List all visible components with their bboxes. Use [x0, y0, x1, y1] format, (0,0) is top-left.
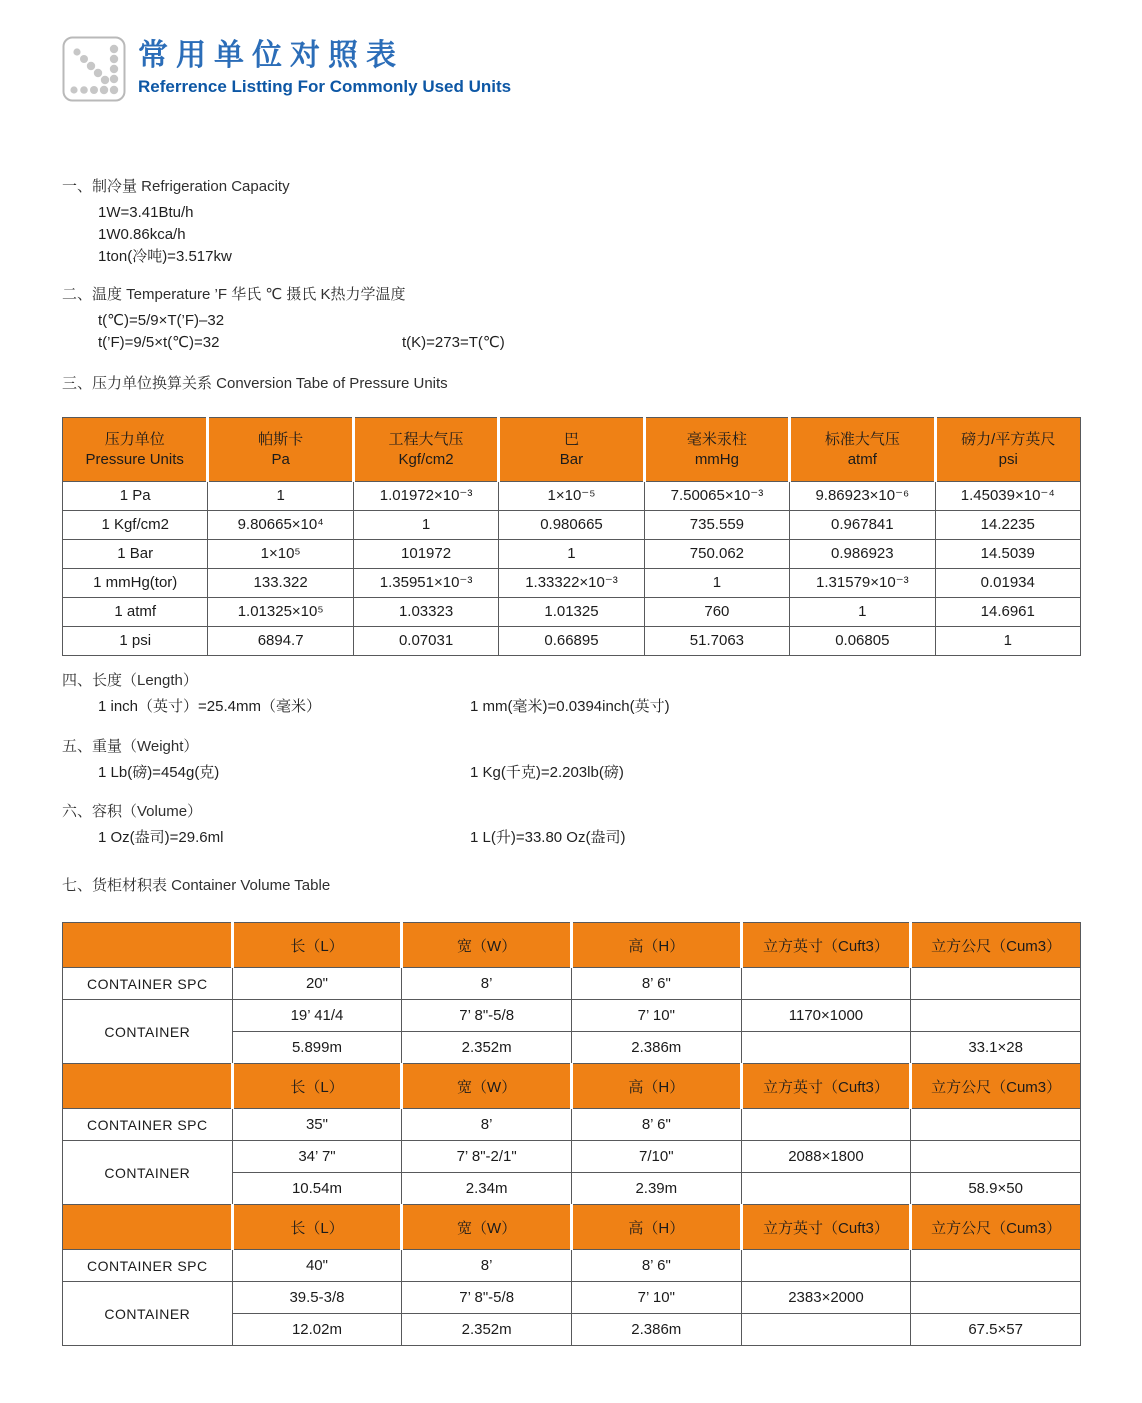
weight-conversion: 1 Kg(千克)=2.203lb(磅) [470, 764, 624, 781]
container-column-header: 宽（W） [402, 923, 572, 968]
container-cell [741, 1250, 911, 1282]
container-data-row [63, 1141, 1081, 1173]
section-volume-heading: 六、容积（Volume） [62, 803, 203, 820]
container-cell: 8’ 6" [571, 1109, 741, 1141]
container-column-header: 立方公尺（Cum3） [911, 1064, 1081, 1109]
pressure-cell: 1 [208, 482, 353, 511]
container-column-header: 立方英寸（Cuft3） [741, 1205, 911, 1250]
pressure-header-en: mmHg [694, 450, 739, 468]
pressure-header-en: Kgf/cm2 [398, 450, 454, 468]
container-cell: 2.352m [402, 1314, 572, 1346]
pressure-cell: 1.03323 [353, 598, 498, 627]
pressure-header-zh: 帕斯卡 [258, 430, 304, 448]
pressure-column-header [208, 418, 353, 482]
container-cell: 39.5-3/8 [232, 1282, 402, 1314]
section-pressure-heading: 三、压力单位换算关系 Conversion Tabe of Pressure Units [62, 375, 448, 392]
pressure-cell: 0.980665 [499, 511, 644, 540]
weight-conversion: 1 Lb(磅)=454g(克) [98, 764, 220, 781]
temperature-formula: t(K)=273=T(℃) [402, 334, 505, 351]
container-cell [741, 1032, 911, 1064]
container-cell: 8’ [402, 968, 572, 1000]
pressure-header-zh: 工程大气压 [388, 430, 464, 448]
pressure-cell: 7.50065×10⁻³ [644, 482, 789, 511]
container-label: CONTAINER [63, 1282, 233, 1346]
pressure-cell: 1.01325 [499, 598, 644, 627]
container-cell: 12.02m [232, 1314, 402, 1346]
pressure-table [62, 417, 1081, 656]
section-refrigeration [62, 176, 1082, 268]
container-spc-label: CONTAINER SPC [63, 1109, 233, 1141]
pressure-cell: 101972 [353, 540, 498, 569]
pressure-column-header [353, 418, 498, 482]
refrigeration-line: 1W=3.41Btu/h [98, 204, 194, 221]
temperature-formula: t(℃)=5/9×T(’F)–32 [98, 312, 225, 329]
container-column-header: 立方公尺（Cum3） [911, 1205, 1081, 1250]
container-cell: 2.386m [571, 1314, 741, 1346]
pressure-header-en: psi [998, 450, 1018, 468]
section-weight-heading: 五、重量（Weight） [62, 738, 199, 755]
pressure-data-row [63, 511, 1081, 540]
pressure-cell: 1.35951×10⁻³ [353, 569, 498, 598]
volume-conversion: 1 Oz(盎司)=29.6ml [98, 829, 224, 846]
pressure-cell: 760 [644, 598, 789, 627]
container-cell: 7’ 8"-2/1" [402, 1141, 572, 1173]
container-cell: 7’ 8"-5/8 [402, 1282, 572, 1314]
pressure-cell: 9.86923×10⁻⁶ [790, 482, 935, 511]
pressure-cell: 735.559 [644, 511, 789, 540]
container-column-header: 立方英寸（Cuft3） [741, 1064, 911, 1109]
container-column-header: 长（L） [232, 923, 402, 968]
container-cell: 7’ 8"-5/8 [402, 1000, 572, 1032]
container-column-header: 长（L） [232, 1205, 402, 1250]
pressure-cell: 0.66895 [499, 627, 644, 656]
container-cell: 34’ 7" [232, 1141, 402, 1173]
pressure-header-en: Bar [559, 450, 584, 468]
title-block [138, 36, 511, 102]
container-column-header: 高（H） [571, 923, 741, 968]
pressure-cell: 1.45039×10⁻⁴ [935, 482, 1080, 511]
length-conversion: 1 mm(毫米)=0.0394inch(英寸) [470, 698, 670, 715]
pressure-cell: 1.01325×10⁵ [208, 598, 353, 627]
pressure-cell: 1 [499, 540, 644, 569]
section-volume [62, 801, 1082, 849]
pressure-cell: 1.01972×10⁻³ [353, 482, 498, 511]
pressure-header-zh: 压力单位 [104, 430, 165, 448]
container-cell [741, 968, 911, 1000]
container-table-container [62, 922, 1081, 1346]
pressure-header-zh: 毫米汞柱 [686, 430, 747, 448]
container-cell: 7’ 10" [571, 1000, 741, 1032]
container-header-row [63, 1205, 1081, 1250]
container-column-header: 立方公尺（Cum3） [911, 923, 1081, 968]
pressure-cell: 9.80665×10⁴ [208, 511, 353, 540]
pressure-header-en: atmf [847, 450, 877, 468]
pressure-cell: 1 [353, 511, 498, 540]
container-table [62, 922, 1081, 1346]
volume-conversion: 1 L(升)=33.80 Oz(盎司) [470, 829, 626, 846]
container-spc-row [63, 1109, 1081, 1141]
container-spc-label: CONTAINER SPC [63, 1250, 233, 1282]
container-spc-label: CONTAINER SPC [63, 968, 233, 1000]
length-conversion: 1 inch（英寸）=25.4mm（毫米） [98, 698, 321, 715]
pressure-header-zh: 巴 [563, 430, 579, 448]
container-cell: 8’ 6" [571, 1250, 741, 1282]
pressure-data-row [63, 482, 1081, 511]
container-cell [911, 1250, 1081, 1282]
container-cell [741, 1109, 911, 1141]
pressure-row-label: 1 Pa [63, 482, 208, 511]
refrigeration-line: 1W0.86kca/h [98, 226, 186, 243]
pressure-row-label: 1 mmHg(tor) [63, 569, 208, 598]
container-cell [741, 1173, 911, 1205]
container-column-header: 宽（W） [402, 1064, 572, 1109]
pressure-column-header [644, 418, 789, 482]
pressure-data-row [63, 627, 1081, 656]
section-temperature-heading: 二、温度 Temperature ’F 华氏 ℃ 摄氏 K热力学温度 [62, 286, 406, 303]
pressure-row-label: 1 Kgf/cm2 [63, 511, 208, 540]
container-cell [911, 1282, 1081, 1314]
container-cell [741, 1314, 911, 1346]
container-cell [911, 968, 1081, 1000]
section-length [62, 670, 1082, 718]
pressure-cell: 0.986923 [790, 540, 935, 569]
pressure-header-zh: 标准大气压 [824, 430, 900, 448]
pressure-data-row [63, 540, 1081, 569]
pressure-cell: 14.5039 [935, 540, 1080, 569]
pressure-cell: 1 [790, 598, 935, 627]
section-refrigeration-heading: 一、制冷量 Refrigeration Capacity [62, 178, 290, 195]
container-cell: 8’ 6" [571, 968, 741, 1000]
container-data-row [63, 1282, 1081, 1314]
temperature-formula: t(’F)=9/5×t(℃)=32 [98, 334, 220, 351]
pressure-cell: 1 [935, 627, 1080, 656]
container-cell: 8’ [402, 1109, 572, 1141]
container-cell: 40" [232, 1250, 402, 1282]
section-weight [62, 736, 1082, 784]
container-data-row [63, 1000, 1081, 1032]
container-cell [911, 1000, 1081, 1032]
container-cell: 2383×2000 [741, 1282, 911, 1314]
pressure-data-row [63, 569, 1081, 598]
pressure-row-label: 1 atmf [63, 598, 208, 627]
pressure-header-en: Pressure Units [85, 450, 184, 468]
container-cell: 2.352m [402, 1032, 572, 1064]
container-cell: 1170×1000 [741, 1000, 911, 1032]
container-column-header: 高（H） [571, 1064, 741, 1109]
container-cell [911, 1109, 1081, 1141]
pressure-cell: 1.33322×10⁻³ [499, 569, 644, 598]
pressure-data-row [63, 598, 1081, 627]
pressure-column-header [790, 418, 935, 482]
pressure-column-header [935, 418, 1080, 482]
container-cell: 2088×1800 [741, 1141, 911, 1173]
container-cell: 67.5×57 [911, 1314, 1081, 1346]
pressure-cell: 1×10⁵ [208, 540, 353, 569]
pressure-cell: 1×10⁻⁵ [499, 482, 644, 511]
container-column-header: 立方英寸（Cuft3） [741, 923, 911, 968]
pressure-cell: 14.6961 [935, 598, 1080, 627]
container-header-row [63, 923, 1081, 968]
section-temperature [62, 284, 1082, 354]
container-cell: 7/10" [571, 1141, 741, 1173]
pressure-cell: 1.31579×10⁻³ [790, 569, 935, 598]
container-header-row [63, 1064, 1081, 1109]
container-header-corner [63, 1064, 233, 1109]
pressure-column-header [63, 418, 208, 482]
container-cell: 7’ 10" [571, 1282, 741, 1314]
container-spc-row [63, 1250, 1081, 1282]
container-label: CONTAINER [63, 1141, 233, 1205]
container-cell: 33.1×28 [911, 1032, 1081, 1064]
container-spc-row [63, 968, 1081, 1000]
container-cell: 2.386m [571, 1032, 741, 1064]
pressure-column-header [499, 418, 644, 482]
section-length-heading: 四、长度（Length） [62, 672, 198, 689]
container-column-header: 高（H） [571, 1205, 741, 1250]
pressure-header-zh: 磅力/平方英尺 [961, 430, 1056, 448]
pressure-cell: 6894.7 [208, 627, 353, 656]
pressure-cell: 750.062 [644, 540, 789, 569]
pressure-cell: 51.7063 [644, 627, 789, 656]
brand-logo-icon [62, 36, 126, 102]
container-header-corner [63, 1205, 233, 1250]
container-cell: 2.34m [402, 1173, 572, 1205]
pressure-cell: 0.07031 [353, 627, 498, 656]
container-cell: 5.899m [232, 1032, 402, 1064]
pressure-row-label: 1 psi [63, 627, 208, 656]
page-title-en: Referrence Listting For Commonly Used Units [138, 77, 512, 96]
page-title-zh: 常用单位对照表 [138, 39, 404, 72]
pressure-cell: 0.01934 [935, 569, 1080, 598]
container-cell [911, 1141, 1081, 1173]
pressure-cell: 14.2235 [935, 511, 1080, 540]
section-container-heading: 七、货柜材积表 Container Volume Table [62, 877, 331, 894]
container-cell: 19’ 41/4 [232, 1000, 402, 1032]
container-cell: 58.9×50 [911, 1173, 1081, 1205]
container-column-header: 宽（W） [402, 1205, 572, 1250]
container-cell: 8’ [402, 1250, 572, 1282]
container-header-corner [63, 923, 233, 968]
pressure-row-label: 1 Bar [63, 540, 208, 569]
container-column-header: 长（L） [232, 1064, 402, 1109]
container-cell: 2.39m [571, 1173, 741, 1205]
pressure-cell: 133.322 [208, 569, 353, 598]
container-cell: 20" [232, 968, 402, 1000]
container-cell: 10.54m [232, 1173, 402, 1205]
refrigeration-line: 1ton(冷吨)=3.517kw [98, 248, 232, 265]
container-cell: 35" [232, 1109, 402, 1141]
pressure-header-en: Pa [271, 450, 290, 468]
pressure-cell: 0.967841 [790, 511, 935, 540]
page-header [62, 36, 511, 102]
pressure-cell: 1 [644, 569, 789, 598]
pressure-header-row [63, 418, 1081, 482]
pressure-table-container [62, 417, 1081, 656]
container-label: CONTAINER [63, 1000, 233, 1064]
pressure-cell: 0.06805 [790, 627, 935, 656]
